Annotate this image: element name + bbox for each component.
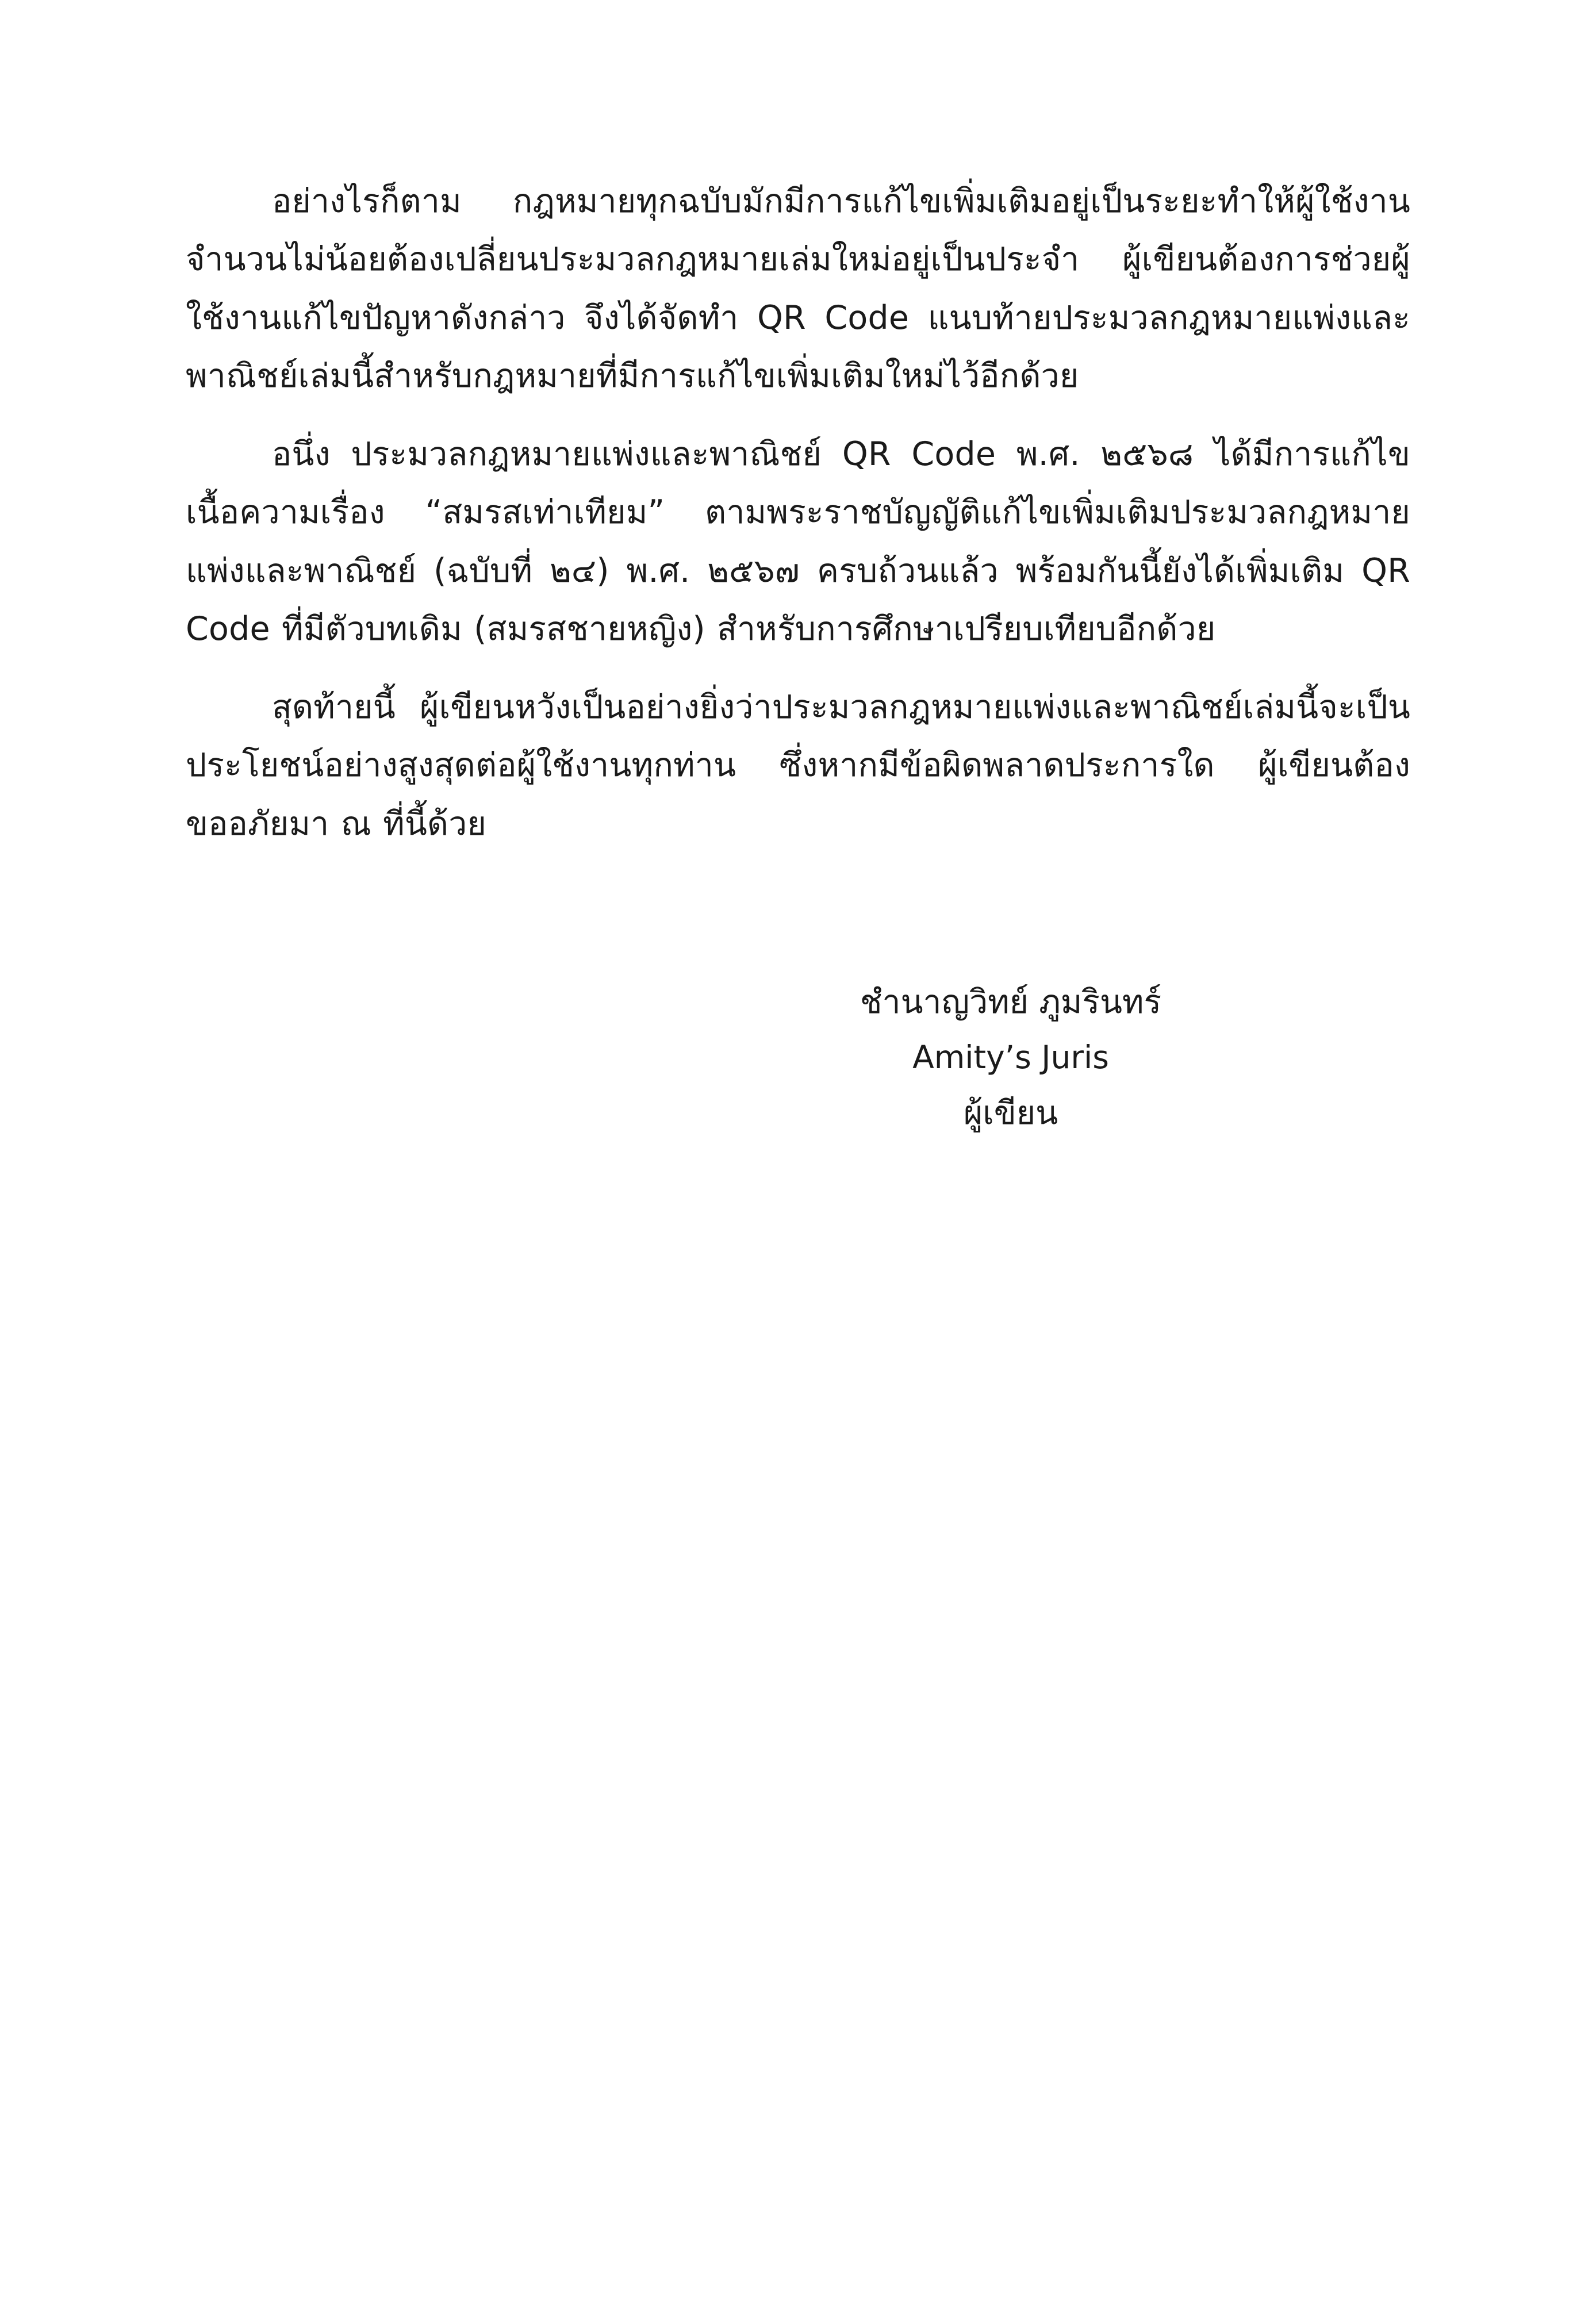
- author-role: ผู้เขียน: [963, 1093, 1058, 1132]
- signature-inner: [860, 974, 1161, 1141]
- paragraph-2: อนึ่ง ประมวลกฎหมายแพ่งและพาณิชย์ QR Code พ.ศ. ๒๕๖๘ ได้มีการแก้ไขเนื้อความเรื่อง “สมรสเท่าเทียม” ตามพระราชบัญญัติแก้ไขเพิ่มเติมประมวลกฎหมายแพ่งและพาณิชย์ (ฉบับที่ ๒๔) พ.ศ. ๒๕๖๗ ครบถ้วนแล้ว พร้อมกันนี้ยังได้เพิ่มเติม QR Code ที่มีตัวบทเดิม (สมรสชายหญิง) สำหรับการศึกษาเปรียบเทียบอีกด้วย: [186, 435, 1410, 648]
- paragraph-1: อย่างไรก็ตาม กฎหมายทุกฉบับมักมีการแก้ไขเพิ่มเติมอยู่เป็นระยะทำให้ผู้ใช้งานจำนวนไม่น้อยต้องเปลี่ยนประมวลกฎหมายเล่มใหม่อยู่เป็นประจำ ผู้เขียนต้องการช่วยผู้ใช้งานแก้ไขปัญหาดังกล่าว จึงได้จัดทำ QR Code แนบท้ายประมวลกฎหมายแพ่งและพาณิชย์เล่มนี้สำหรับกฎหมายที่มีการแก้ไขเพิ่มเติมใหม่ไว้อีกด้วย: [186, 182, 1410, 396]
- signature-block: [186, 974, 1410, 1141]
- author-name-latin: Amity’s Juris: [912, 1039, 1109, 1076]
- author-name-thai: ชำนาญวิทย์ ภูมรินทร์: [860, 983, 1162, 1021]
- paragraph-3: สุดท้ายนี้ ผู้เขียนหวังเป็นอย่างยิ่งว่าประมวลกฎหมายแพ่งและพาณิชย์เล่มนี้จะเป็นประโยชน์อย่างสูงสุดต่อผู้ใช้งานทุกท่าน ซึ่งหากมีข้อผิดพลาดประการใด ผู้เขียนต้องขออภัยมา ณ ที่นี้ด้วย: [186, 688, 1410, 843]
- body-copy: [186, 172, 1410, 853]
